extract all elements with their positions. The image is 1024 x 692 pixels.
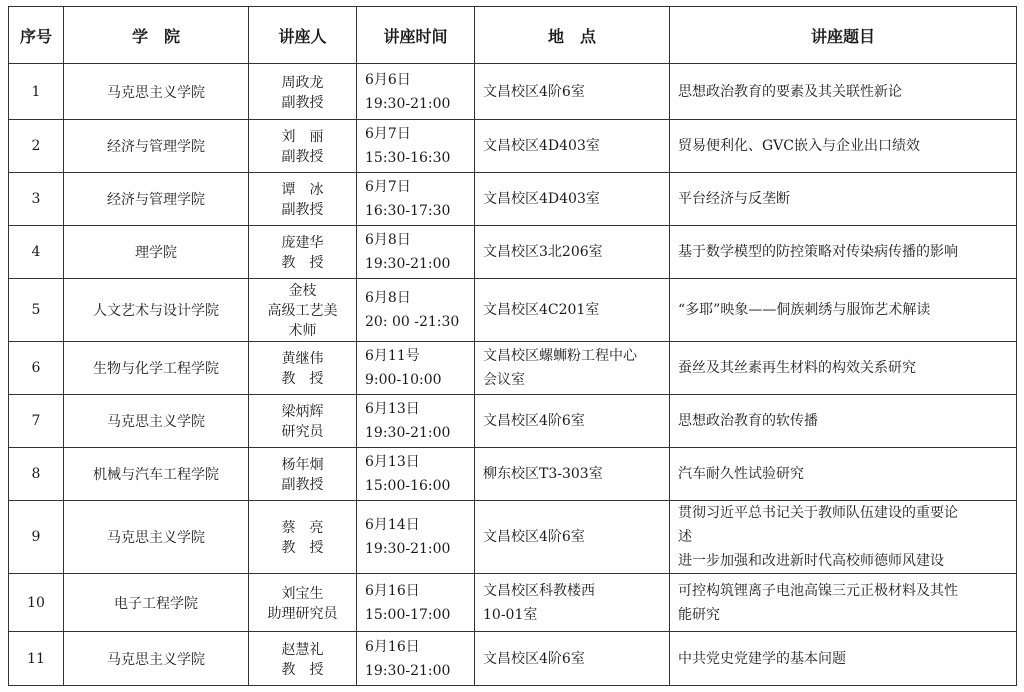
time-cell-line: 19:30-21:00 bbox=[365, 541, 451, 557]
table-row bbox=[9, 279, 1017, 342]
time-cell-line: 19:30-21:00 bbox=[365, 95, 451, 112]
speaker-cell-line: 教 授 bbox=[281, 255, 324, 271]
time-cell-line: 6月16日 bbox=[365, 638, 420, 655]
speaker-cell-line: 副教授 bbox=[281, 477, 324, 493]
time-cell bbox=[357, 342, 475, 395]
time-cell-line: 19:30-21:00 bbox=[365, 425, 451, 441]
time-cell-line: 6月13日 bbox=[365, 454, 420, 470]
topic-cell bbox=[670, 448, 1017, 501]
speaker-cell-line: 术师 bbox=[288, 323, 317, 339]
table-row bbox=[9, 173, 1017, 226]
time-cell-line: 20: 00 -21:30 bbox=[365, 314, 460, 330]
college-cell: 马克思主义学院 bbox=[64, 501, 249, 574]
header-no: 序号 bbox=[9, 7, 64, 64]
topic-cell-line: 基于数学模型的防控策略对传染病传播的影响 bbox=[678, 244, 958, 260]
time-cell bbox=[357, 226, 475, 279]
time-cell bbox=[357, 64, 475, 120]
topic-cell-line: 思想政治教育的要素及其关联性新论 bbox=[678, 83, 902, 100]
college-cell: 理学院 bbox=[64, 226, 249, 279]
time-cell-line: 6月11号 bbox=[365, 348, 420, 364]
table-row bbox=[9, 342, 1017, 395]
time-cell-line: 6月14日 bbox=[365, 517, 420, 533]
speaker-cell-line: 刘 丽 bbox=[281, 129, 324, 145]
time-cell-line: 6月7日 bbox=[365, 126, 411, 142]
place-cell-line: 文昌校区4阶6室 bbox=[483, 83, 585, 100]
time-cell bbox=[357, 395, 475, 448]
table-row bbox=[9, 226, 1017, 279]
time-cell-line: 6月16日 bbox=[365, 582, 420, 599]
place-cell bbox=[475, 574, 670, 632]
place-cell-line: 文昌校区螺蛳粉工程中心 bbox=[483, 348, 637, 364]
place-cell-line: 文昌校区4阶6室 bbox=[483, 413, 585, 429]
speaker-cell-line: 周政龙 bbox=[281, 74, 324, 91]
topic-cell-line: 贯彻习近平总书记关于教师队伍建设的重要论 bbox=[678, 505, 958, 521]
place-cell bbox=[475, 173, 670, 226]
speaker-cell-line: 助理研究员 bbox=[267, 605, 338, 622]
speaker-cell-line: 黄继伟 bbox=[281, 351, 324, 367]
time-cell bbox=[357, 632, 475, 686]
place-cell bbox=[475, 226, 670, 279]
place-cell bbox=[475, 395, 670, 448]
place-cell-line: 文昌校区4阶6室 bbox=[483, 529, 585, 545]
time-cell-line: 6月7日 bbox=[365, 179, 411, 195]
topic-cell bbox=[670, 342, 1017, 395]
header-topic: 讲座题目 bbox=[670, 7, 1017, 64]
place-cell bbox=[475, 279, 670, 342]
topic-cell bbox=[670, 279, 1017, 342]
row-number: 5 bbox=[9, 279, 64, 342]
topic-cell bbox=[670, 632, 1017, 686]
topic-cell-line: 平台经济与反垄断 bbox=[678, 191, 790, 207]
speaker-cell-line: 研究员 bbox=[281, 424, 324, 440]
speaker-cell-line: 副教授 bbox=[281, 149, 324, 165]
topic-cell-line: 进一步加强和改进新时代高校师德师风建设 bbox=[678, 553, 944, 569]
college-cell: 电子工程学院 bbox=[64, 574, 249, 632]
place-cell-line: 会议室 bbox=[483, 372, 525, 388]
place-cell-line: 柳东校区T3-303室 bbox=[483, 466, 603, 482]
topic-cell-line: 能研究 bbox=[678, 606, 720, 623]
speaker-cell-line: 教 授 bbox=[281, 371, 324, 387]
time-cell-line: 6月8日 bbox=[365, 232, 411, 248]
place-cell-line: 文昌校区4C201室 bbox=[483, 302, 600, 318]
speaker-cell bbox=[249, 632, 357, 686]
speaker-cell-line: 谭 冰 bbox=[281, 182, 324, 198]
speaker-cell-line: 副教授 bbox=[281, 94, 324, 111]
time-cell-line: 15:00-16:00 bbox=[365, 478, 451, 494]
speaker-cell bbox=[249, 120, 357, 173]
place-cell bbox=[475, 448, 670, 501]
place-cell bbox=[475, 501, 670, 574]
time-cell bbox=[357, 120, 475, 173]
speaker-cell bbox=[249, 501, 357, 574]
college-cell: 人文艺术与设计学院 bbox=[64, 279, 249, 342]
row-number: 1 bbox=[9, 64, 64, 120]
topic-cell-line: 述 bbox=[678, 529, 692, 545]
row-number: 2 bbox=[9, 120, 64, 173]
topic-cell bbox=[670, 226, 1017, 279]
place-cell bbox=[475, 64, 670, 120]
topic-cell bbox=[670, 395, 1017, 448]
topic-cell-line: 可控构筑锂离子电池高镍三元正极材料及其性 bbox=[678, 582, 958, 599]
time-cell-line: 19:30-21:00 bbox=[365, 662, 451, 679]
row-number: 10 bbox=[9, 574, 64, 632]
place-cell-line: 文昌校区4D403室 bbox=[483, 191, 600, 207]
topic-cell bbox=[670, 501, 1017, 574]
header-row bbox=[9, 7, 1017, 64]
place-cell-line: 10-01室 bbox=[483, 606, 538, 623]
place-cell bbox=[475, 632, 670, 686]
speaker-cell-line: 庞建华 bbox=[281, 235, 324, 251]
speaker-cell-line: 教 授 bbox=[281, 661, 324, 678]
time-cell-line: 6月8日 bbox=[365, 290, 411, 306]
time-cell bbox=[357, 574, 475, 632]
row-number: 8 bbox=[9, 448, 64, 501]
speaker-cell bbox=[249, 448, 357, 501]
row-number: 3 bbox=[9, 173, 64, 226]
table-row bbox=[9, 632, 1017, 686]
topic-cell bbox=[670, 120, 1017, 173]
row-number: 7 bbox=[9, 395, 64, 448]
place-cell bbox=[475, 342, 670, 395]
speaker-cell-line: 教 授 bbox=[281, 540, 324, 556]
table-row bbox=[9, 501, 1017, 574]
topic-cell bbox=[670, 574, 1017, 632]
college-cell: 马克思主义学院 bbox=[64, 632, 249, 686]
college-cell: 机械与汽车工程学院 bbox=[64, 448, 249, 501]
table-row bbox=[9, 64, 1017, 120]
speaker-cell-line: 梁炳辉 bbox=[281, 404, 324, 420]
topic-cell bbox=[670, 173, 1017, 226]
place-cell bbox=[475, 120, 670, 173]
speaker-cell-line: 赵慧礼 bbox=[281, 641, 324, 658]
topic-cell-line: “多耶”映象——侗族刺绣与服饰艺术解读 bbox=[678, 302, 931, 318]
lecture-schedule-table bbox=[8, 6, 1017, 686]
topic-cell-line: 贸易便利化、GVC嵌入与企业出口绩效 bbox=[678, 138, 921, 154]
speaker-cell-line: 副教授 bbox=[281, 202, 324, 218]
header-college: 学 院 bbox=[64, 7, 249, 64]
topic-cell-line: 思想政治教育的软传播 bbox=[678, 413, 818, 429]
speaker-cell-line: 高级工艺美 bbox=[267, 303, 338, 319]
college-cell: 经济与管理学院 bbox=[64, 173, 249, 226]
time-cell-line: 6月13日 bbox=[365, 401, 420, 417]
topic-cell-line: 汽车耐久性试验研究 bbox=[678, 466, 804, 482]
speaker-cell-line: 蔡 亮 bbox=[281, 520, 324, 536]
place-cell-line: 文昌校区4D403室 bbox=[483, 138, 600, 154]
table-body bbox=[9, 64, 1017, 686]
table-row bbox=[9, 395, 1017, 448]
row-number: 11 bbox=[9, 632, 64, 686]
topic-cell bbox=[670, 64, 1017, 120]
header-place: 地 点 bbox=[475, 7, 670, 64]
speaker-cell-line: 杨年炯 bbox=[281, 457, 324, 473]
time-cell bbox=[357, 279, 475, 342]
time-cell bbox=[357, 448, 475, 501]
college-cell: 生物与化学工程学院 bbox=[64, 342, 249, 395]
time-cell bbox=[357, 173, 475, 226]
time-cell-line: 16:30-17:30 bbox=[365, 203, 451, 219]
speaker-cell-line: 刘宝生 bbox=[281, 585, 324, 602]
table-row bbox=[9, 120, 1017, 173]
time-cell bbox=[357, 501, 475, 574]
college-cell: 马克思主义学院 bbox=[64, 64, 249, 120]
row-number: 9 bbox=[9, 501, 64, 574]
time-cell-line: 6月6日 bbox=[365, 71, 411, 88]
speaker-cell bbox=[249, 395, 357, 448]
table-row bbox=[9, 574, 1017, 632]
row-number: 4 bbox=[9, 226, 64, 279]
place-cell-line: 文昌校区科教楼西 bbox=[483, 582, 595, 599]
time-cell-line: 15:00-17:00 bbox=[365, 606, 451, 623]
time-cell-line: 15:30-16:30 bbox=[365, 150, 451, 166]
college-cell: 马克思主义学院 bbox=[64, 395, 249, 448]
time-cell-line: 19:30-21:00 bbox=[365, 256, 451, 272]
topic-cell-line: 中共党史党建学的基本问题 bbox=[678, 650, 846, 667]
table-row bbox=[9, 448, 1017, 501]
speaker-cell bbox=[249, 226, 357, 279]
time-cell-line: 9:00-10:00 bbox=[365, 372, 442, 388]
speaker-cell bbox=[249, 279, 357, 342]
speaker-cell bbox=[249, 574, 357, 632]
college-cell: 经济与管理学院 bbox=[64, 120, 249, 173]
speaker-cell bbox=[249, 342, 357, 395]
speaker-cell bbox=[249, 173, 357, 226]
speaker-cell bbox=[249, 64, 357, 120]
header-time: 讲座时间 bbox=[357, 7, 475, 64]
header-speaker: 讲座人 bbox=[249, 7, 357, 64]
topic-cell-line: 蚕丝及其丝素再生材料的构效关系研究 bbox=[678, 360, 916, 376]
place-cell-line: 文昌校区3北206室 bbox=[483, 244, 603, 260]
row-number: 6 bbox=[9, 342, 64, 395]
speaker-cell-line: 金枝 bbox=[288, 283, 317, 299]
place-cell-line: 文昌校区4阶6室 bbox=[483, 650, 585, 667]
